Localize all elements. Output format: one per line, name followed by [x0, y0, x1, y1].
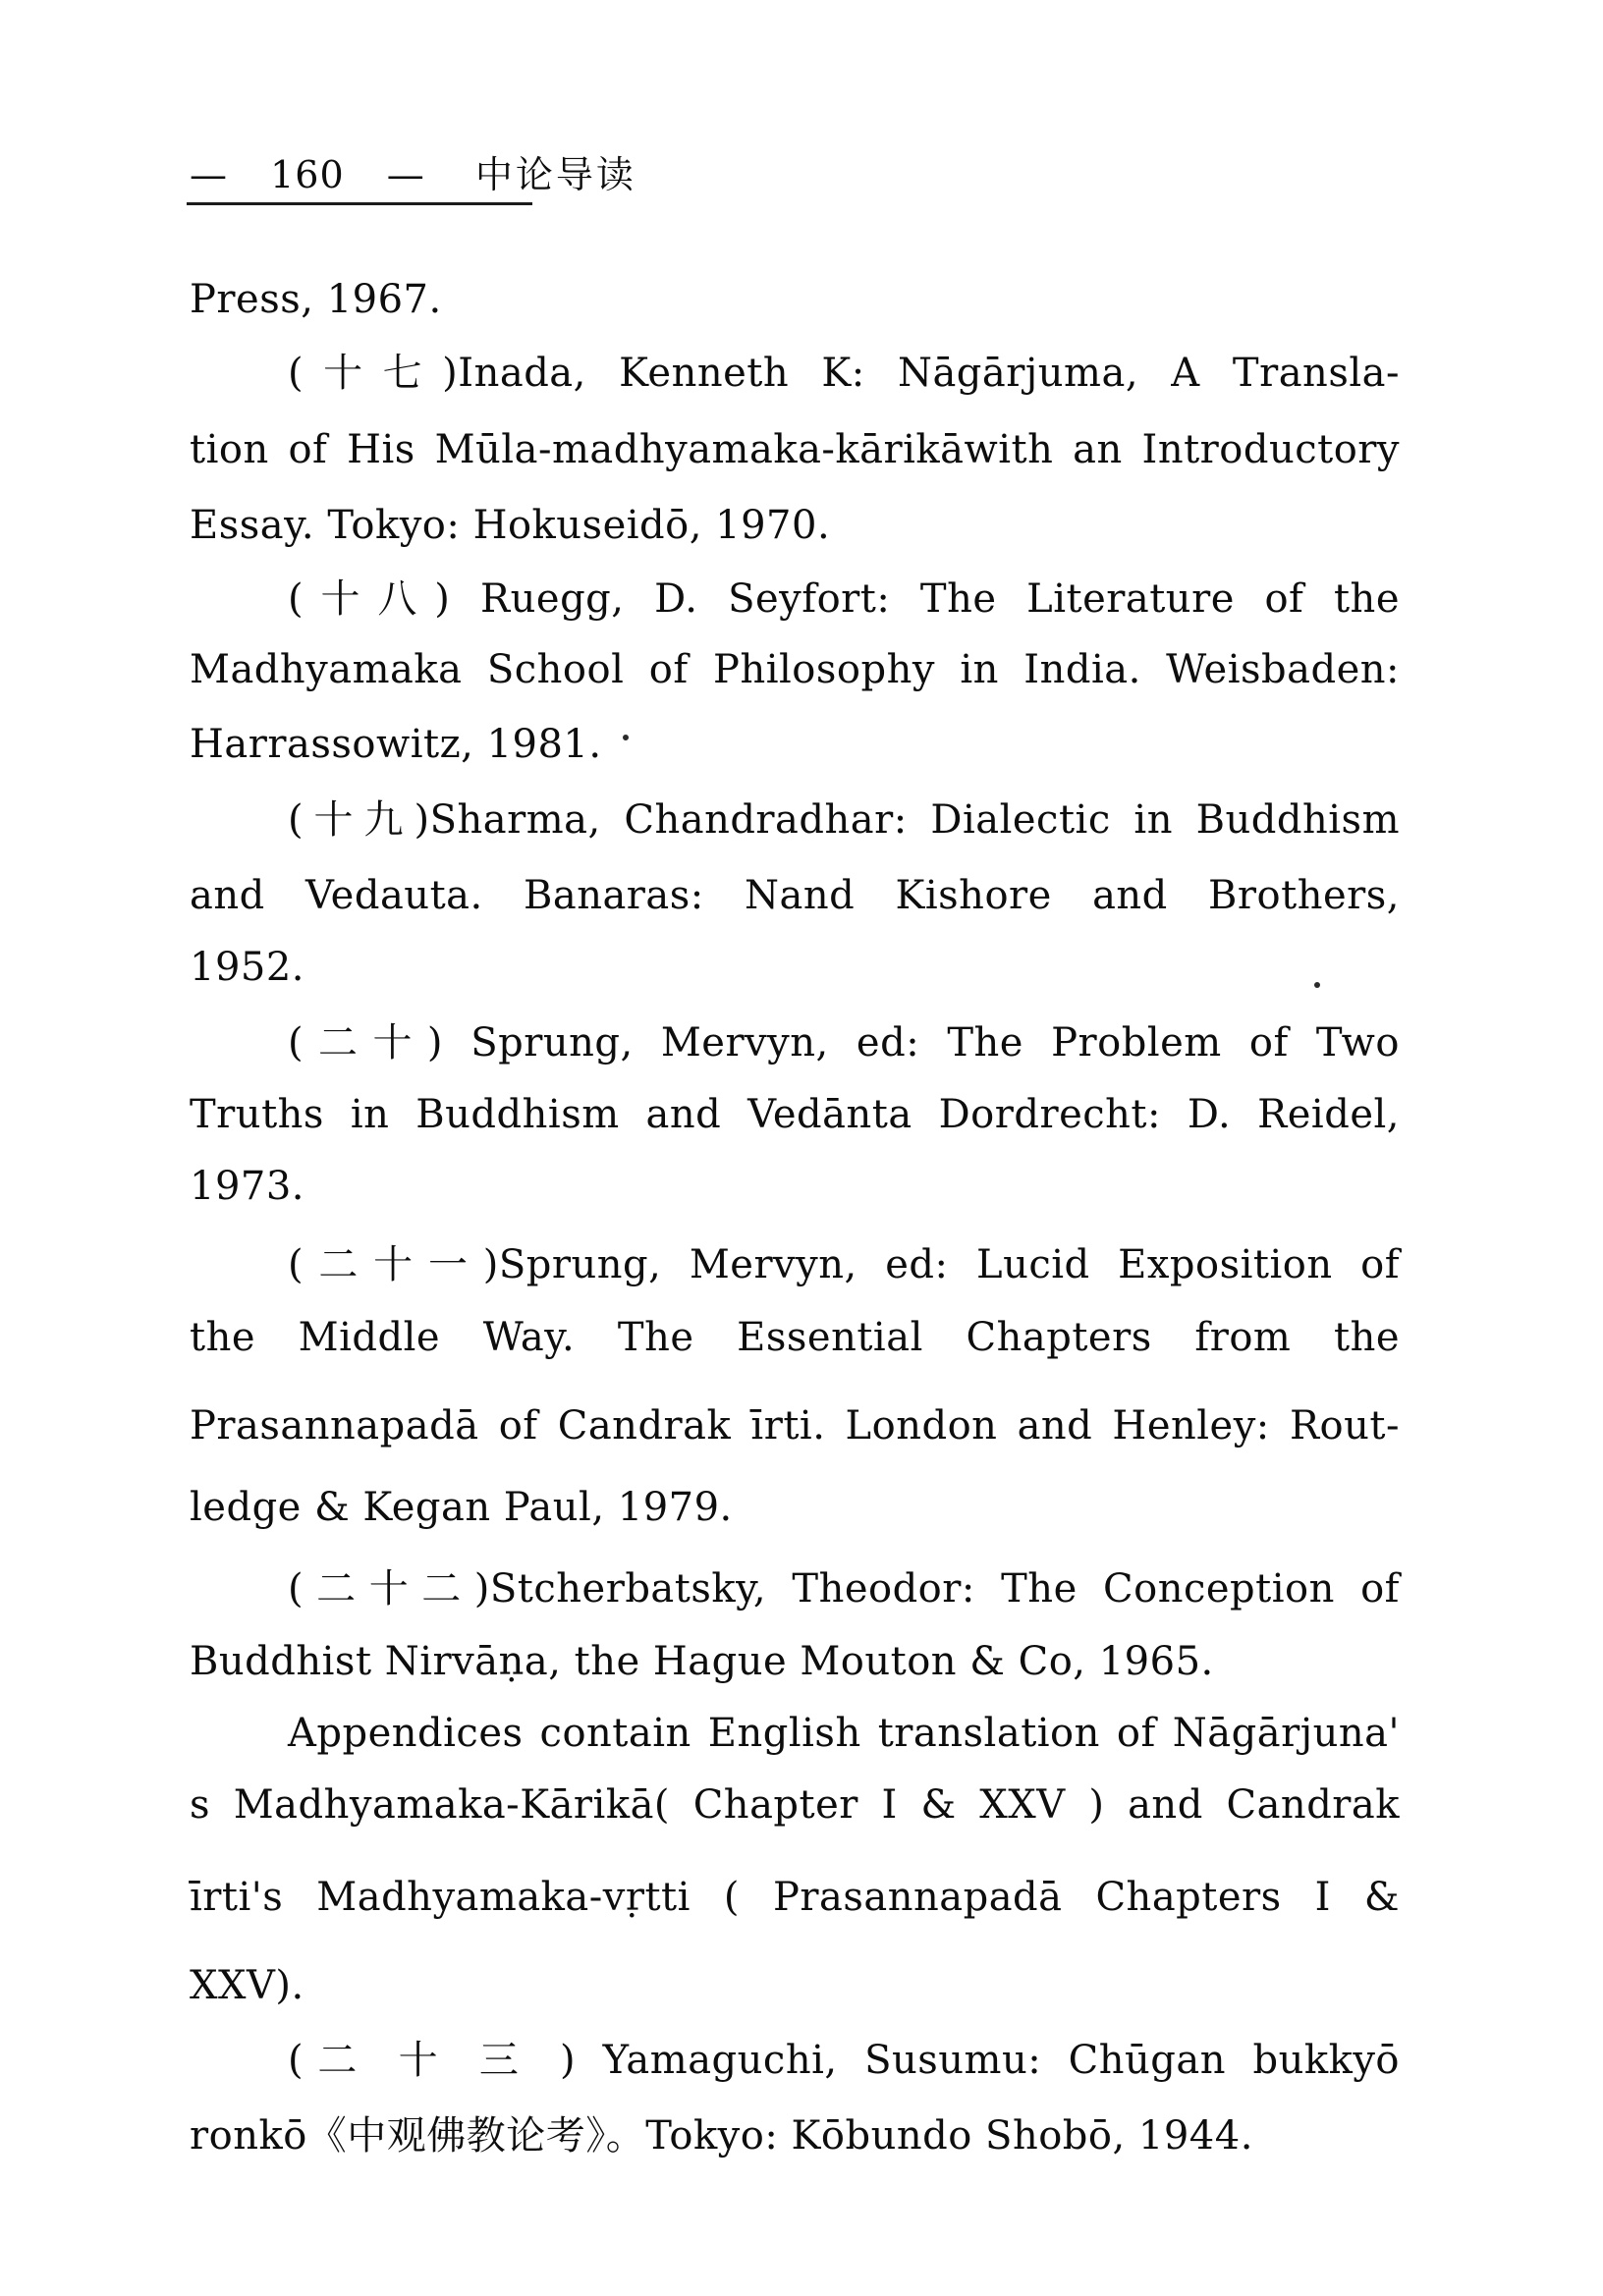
page-number: 160	[270, 153, 345, 196]
book-title: 中论导读	[474, 153, 636, 196]
text-line-6: Madhyamaka School of Philosophy in India. Weisbaden:	[190, 647, 1400, 692]
text-line-4: Essay. Tokyo: Hokuseidō, 1970.	[190, 503, 831, 548]
text-line-10: 1952.	[190, 945, 305, 990]
text-line-17: ledge & Kegan Paul, 1979.	[190, 1485, 733, 1530]
text-line-8: (十九)Sharma, Chandradhar: Dialectic in Buddhism	[288, 797, 1400, 843]
text-line-9: and Vedauta. Banaras: Nand Kishore and Brothers,	[190, 873, 1400, 918]
text-line-24: (二 十 三 ) Yamaguchi, Susumu: Chūgan bukkyō	[288, 2038, 1400, 2083]
text-line-16: Prasannapadā of Candrak īrti. London and Henley: Rout-	[190, 1403, 1400, 1449]
text-line-2: (十七)Inada, Kenneth K: Nāgārjuma, A Transla-	[288, 351, 1400, 396]
text-line-1: Press, 1967.	[190, 277, 442, 322]
text-line-18: (二十二)Stcherbatsky, Theodor: The Conception of	[288, 1566, 1400, 1612]
text-line-22: īrti's Madhyamaka-vṛtti ( Prasannapadā Chapters I &	[190, 1875, 1400, 1920]
text-line-19: Buddhist Nirvāṇa, the Hague Mouton & Co, 1965.	[190, 1639, 1214, 1684]
header-left-dash: —	[190, 153, 228, 196]
text-line-14: (二十一)Sprung, Mervyn, ed: Lucid Exposition of	[288, 1242, 1400, 1287]
header-rule	[187, 202, 532, 205]
text-line-25: ronkō《中观佛教论考》。Tokyo: Kōbundo Shobō, 1944.	[190, 2113, 1253, 2159]
text-line-23: XXV).	[190, 1963, 304, 2008]
text-line-11: (二十) Sprung, Mervyn, ed: The Problem of Two	[288, 1020, 1400, 1066]
running-head	[190, 155, 636, 196]
scan-artifact-2	[1314, 982, 1320, 988]
text-line-15: the Middle Way. The Essential Chapters from the	[190, 1315, 1400, 1360]
text-line-5: (十八) Ruegg, D. Seyfort: The Literature of the	[288, 576, 1400, 622]
text-line-7: Harrassowitz, 1981.	[190, 722, 602, 767]
text-line-20: Appendices contain English translation of Nāgārjuna'	[288, 1711, 1400, 1756]
text-line-3: tion of His Mūla-madhyamaka-kārikāwith an Introductory	[190, 427, 1400, 472]
text-line-13: 1973.	[190, 1164, 305, 1209]
header-right-dash: —	[386, 153, 425, 196]
text-line-12: Truths in Buddhism and Vedānta Dordrecht: D. Reidel,	[190, 1092, 1400, 1137]
scan-artifact-1	[623, 735, 629, 740]
text-line-21: s Madhyamaka-Kārikā( Chapter I & XXV ) and Candrak	[190, 1782, 1400, 1828]
